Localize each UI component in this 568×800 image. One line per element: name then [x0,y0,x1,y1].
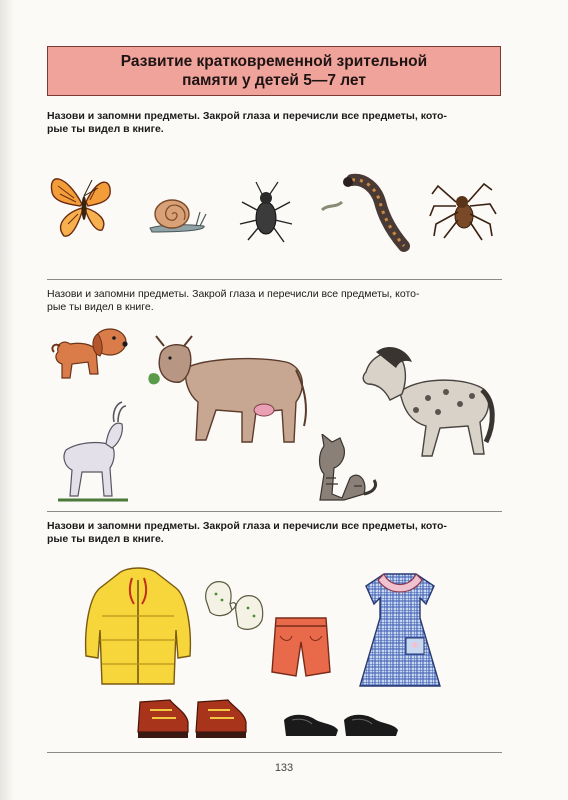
instruction-3 [47,520,505,546]
shorts-icon [270,614,332,680]
instruction-2 [47,288,505,314]
cat-icon [314,434,380,504]
jacket-icon [82,566,194,690]
page-binding-shadow [0,0,14,800]
section-divider-1 [47,279,502,280]
mittens-icon [202,576,268,636]
boots-icon [136,692,252,740]
shoes-icon [282,708,402,738]
title-line-2: памяти у детей 5—7 лет [182,72,366,89]
puppy-icon [50,322,132,386]
instruction-3-line-2: рые ты видел в книге. [47,533,164,545]
cow-icon [146,330,312,450]
goat-icon [58,400,128,504]
instruction-2-line-2: рые ты видел в книге. [47,301,154,313]
beetle-icon [238,180,294,246]
title-banner [47,46,501,96]
instruction-1 [47,110,505,136]
instruction-2-line-1: Назови и запомни предметы. Закрой глаза и перечисли все предметы, кото- [47,288,420,300]
page-number: 133 [274,762,294,774]
spider-icon [428,176,498,246]
instruction-1-line-2: рые ты видел в книге. [47,123,164,135]
footer-divider [47,752,502,753]
snail-icon [146,194,208,234]
dress-icon [354,568,446,692]
instruction-3-line-1: Назови и запомни предметы. Закрой глаза и перечисли все предметы, кото- [47,520,447,532]
butterfly-icon [46,166,122,242]
caterpillar-icon [318,170,410,254]
title-line-1: Развитие кратковременной зрительной [120,53,428,70]
section-divider-2 [47,511,502,512]
instruction-1-line-1: Назови и запомни предметы. Закрой глаза и перечисли все предметы, кото- [47,110,447,122]
